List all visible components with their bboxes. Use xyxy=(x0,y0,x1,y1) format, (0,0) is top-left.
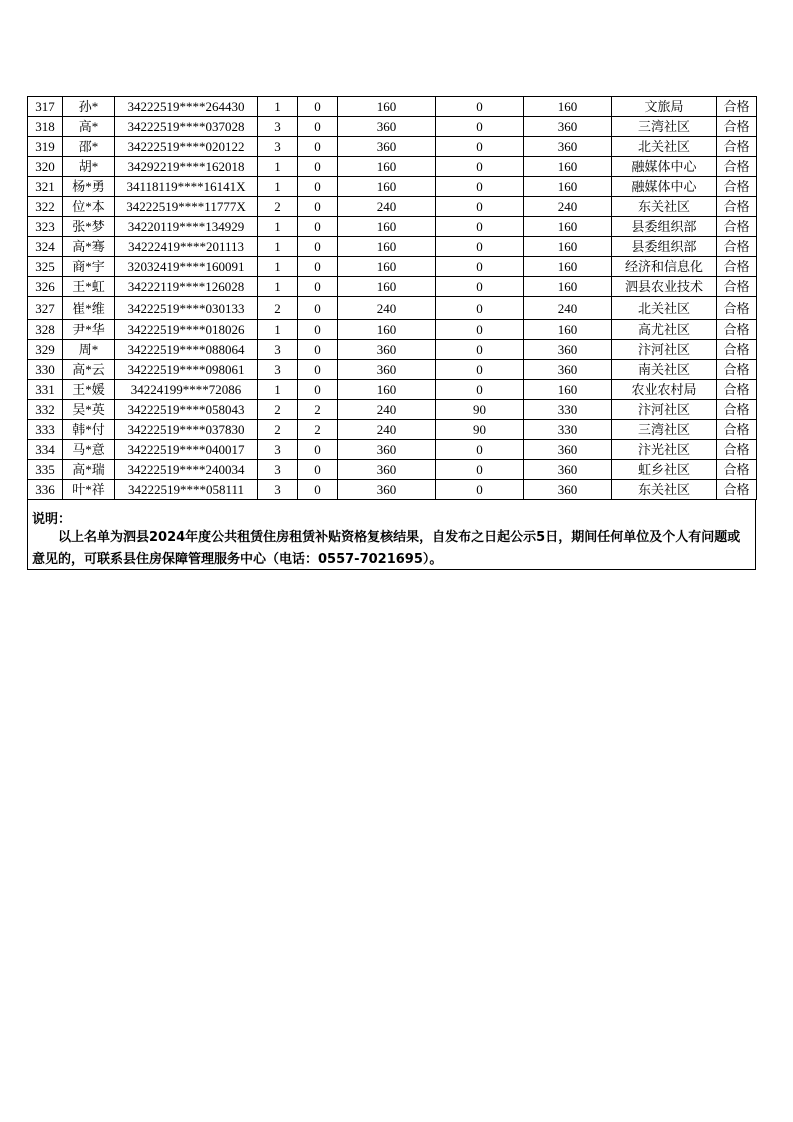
extra-amount: 0 xyxy=(436,197,524,217)
base-amount: 160 xyxy=(338,380,436,400)
person-name: 韩*付 xyxy=(63,420,115,440)
household-count: 3 xyxy=(258,460,298,480)
work-unit: 汴河社区 xyxy=(612,340,717,360)
work-unit: 文旅局 xyxy=(612,97,717,117)
person-name: 孙* xyxy=(63,97,115,117)
total-amount: 160 xyxy=(524,320,612,340)
total-amount: 360 xyxy=(524,340,612,360)
work-unit: 经济和信息化 xyxy=(612,257,717,277)
extra-count: 2 xyxy=(298,420,338,440)
row-number: 334 xyxy=(28,440,63,460)
row-number: 323 xyxy=(28,217,63,237)
base-amount: 360 xyxy=(338,480,436,500)
table-row xyxy=(28,197,757,217)
extra-count: 0 xyxy=(298,480,338,500)
table-row xyxy=(28,157,757,177)
person-name: 崔*维 xyxy=(63,297,115,320)
id-number: 34222519****037028 xyxy=(115,117,258,137)
extra-count: 0 xyxy=(298,320,338,340)
id-number: 34222519****11777X xyxy=(115,197,258,217)
base-amount: 240 xyxy=(338,400,436,420)
table-row xyxy=(28,257,757,277)
id-number: 32032419****160091 xyxy=(115,257,258,277)
extra-amount: 0 xyxy=(436,380,524,400)
extra-count: 0 xyxy=(298,297,338,320)
work-unit: 北关社区 xyxy=(612,137,717,157)
person-name: 杨*勇 xyxy=(63,177,115,197)
review-result: 合格 xyxy=(717,157,757,177)
base-amount: 240 xyxy=(338,420,436,440)
extra-count: 0 xyxy=(298,237,338,257)
extra-count: 0 xyxy=(298,380,338,400)
person-name: 商*宇 xyxy=(63,257,115,277)
work-unit: 融媒体中心 xyxy=(612,157,717,177)
table-row xyxy=(28,217,757,237)
base-amount: 360 xyxy=(338,460,436,480)
row-number: 326 xyxy=(28,277,63,297)
extra-count: 2 xyxy=(298,400,338,420)
person-name: 尹*华 xyxy=(63,320,115,340)
review-result: 合格 xyxy=(717,177,757,197)
household-count: 1 xyxy=(258,237,298,257)
row-number: 322 xyxy=(28,197,63,217)
row-number: 335 xyxy=(28,460,63,480)
review-result: 合格 xyxy=(717,420,757,440)
extra-amount: 90 xyxy=(436,420,524,440)
person-name: 高*云 xyxy=(63,360,115,380)
review-result: 合格 xyxy=(717,257,757,277)
table-row xyxy=(28,237,757,257)
work-unit: 北关社区 xyxy=(612,297,717,320)
extra-count: 0 xyxy=(298,460,338,480)
total-amount: 160 xyxy=(524,97,612,117)
id-number: 34222519****037830 xyxy=(115,420,258,440)
subsidy-table xyxy=(27,96,757,500)
work-unit: 融媒体中心 xyxy=(612,177,717,197)
person-name: 吴*英 xyxy=(63,400,115,420)
extra-count: 0 xyxy=(298,117,338,137)
review-result: 合格 xyxy=(717,400,757,420)
person-name: 高* xyxy=(63,117,115,137)
base-amount: 360 xyxy=(338,117,436,137)
id-number: 34222519****020122 xyxy=(115,137,258,157)
base-amount: 360 xyxy=(338,340,436,360)
household-count: 1 xyxy=(258,157,298,177)
note-title: 说明： xyxy=(32,512,72,527)
person-name: 高*瑞 xyxy=(63,460,115,480)
review-result: 合格 xyxy=(717,277,757,297)
extra-count: 0 xyxy=(298,360,338,380)
household-count: 3 xyxy=(258,117,298,137)
table-row xyxy=(28,460,757,480)
extra-amount: 0 xyxy=(436,340,524,360)
base-amount: 360 xyxy=(338,137,436,157)
total-amount: 240 xyxy=(524,297,612,320)
household-count: 3 xyxy=(258,480,298,500)
total-amount: 160 xyxy=(524,237,612,257)
extra-amount: 0 xyxy=(436,360,524,380)
extra-amount: 0 xyxy=(436,177,524,197)
extra-amount: 0 xyxy=(436,237,524,257)
total-amount: 330 xyxy=(524,400,612,420)
extra-count: 0 xyxy=(298,137,338,157)
table-row xyxy=(28,440,757,460)
extra-amount: 0 xyxy=(436,480,524,500)
work-unit: 虹乡社区 xyxy=(612,460,717,480)
id-number: 34118119****16141X xyxy=(115,177,258,197)
row-number: 327 xyxy=(28,297,63,320)
household-count: 2 xyxy=(258,297,298,320)
review-result: 合格 xyxy=(717,320,757,340)
total-amount: 160 xyxy=(524,277,612,297)
row-number: 325 xyxy=(28,257,63,277)
person-name: 高*骞 xyxy=(63,237,115,257)
person-name: 位*本 xyxy=(63,197,115,217)
review-result: 合格 xyxy=(717,440,757,460)
review-result: 合格 xyxy=(717,340,757,360)
extra-amount: 0 xyxy=(436,157,524,177)
household-count: 1 xyxy=(258,320,298,340)
row-number: 330 xyxy=(28,360,63,380)
work-unit: 东关社区 xyxy=(612,480,717,500)
id-number: 34222419****201113 xyxy=(115,237,258,257)
row-number: 321 xyxy=(28,177,63,197)
household-count: 3 xyxy=(258,137,298,157)
household-count: 2 xyxy=(258,197,298,217)
person-name: 马*意 xyxy=(63,440,115,460)
id-number: 34222519****098061 xyxy=(115,360,258,380)
table-row xyxy=(28,177,757,197)
id-number: 34224199****72086 xyxy=(115,380,258,400)
extra-amount: 0 xyxy=(436,137,524,157)
work-unit: 县委组织部 xyxy=(612,237,717,257)
work-unit: 县委组织部 xyxy=(612,217,717,237)
row-number: 333 xyxy=(28,420,63,440)
review-result: 合格 xyxy=(717,97,757,117)
extra-amount: 0 xyxy=(436,217,524,237)
household-count: 1 xyxy=(258,97,298,117)
table-row xyxy=(28,360,757,380)
work-unit: 三湾社区 xyxy=(612,420,717,440)
table-row xyxy=(28,277,757,297)
household-count: 1 xyxy=(258,257,298,277)
row-number: 329 xyxy=(28,340,63,360)
extra-count: 0 xyxy=(298,97,338,117)
extra-count: 0 xyxy=(298,197,338,217)
base-amount: 360 xyxy=(338,360,436,380)
review-result: 合格 xyxy=(717,297,757,320)
person-name: 周* xyxy=(63,340,115,360)
id-number: 34222119****126028 xyxy=(115,277,258,297)
id-number: 34222519****030133 xyxy=(115,297,258,320)
table-row xyxy=(28,297,757,320)
base-amount: 160 xyxy=(338,320,436,340)
note-text: 以上名单为泗县2024年度公共租赁住房租赁补贴资格复核结果，自发布之日起公示5日，期间任何单位及个人有问题或意见的，可联系县住房保障管理服务中心（电话：0557-7021695）。 xyxy=(32,530,741,567)
base-amount: 160 xyxy=(338,257,436,277)
household-count: 1 xyxy=(258,277,298,297)
work-unit: 南关社区 xyxy=(612,360,717,380)
extra-amount: 0 xyxy=(436,320,524,340)
row-number: 320 xyxy=(28,157,63,177)
total-amount: 160 xyxy=(524,177,612,197)
table-row xyxy=(28,380,757,400)
table-row xyxy=(28,97,757,117)
review-result: 合格 xyxy=(717,460,757,480)
work-unit: 汴河社区 xyxy=(612,400,717,420)
base-amount: 360 xyxy=(338,440,436,460)
row-number: 332 xyxy=(28,400,63,420)
table-body xyxy=(28,97,757,500)
row-number: 317 xyxy=(28,97,63,117)
extra-count: 0 xyxy=(298,340,338,360)
work-unit: 高尤社区 xyxy=(612,320,717,340)
review-result: 合格 xyxy=(717,217,757,237)
extra-amount: 0 xyxy=(436,117,524,137)
extra-count: 0 xyxy=(298,217,338,237)
household-count: 3 xyxy=(258,440,298,460)
household-count: 1 xyxy=(258,380,298,400)
total-amount: 360 xyxy=(524,480,612,500)
base-amount: 160 xyxy=(338,277,436,297)
table-row xyxy=(28,320,757,340)
id-number: 34222519****058111 xyxy=(115,480,258,500)
extra-count: 0 xyxy=(298,177,338,197)
row-number: 318 xyxy=(28,117,63,137)
row-number: 319 xyxy=(28,137,63,157)
work-unit: 汴光社区 xyxy=(612,440,717,460)
total-amount: 160 xyxy=(524,257,612,277)
person-name: 张*梦 xyxy=(63,217,115,237)
base-amount: 160 xyxy=(338,237,436,257)
table-row xyxy=(28,340,757,360)
base-amount: 240 xyxy=(338,197,436,217)
review-result: 合格 xyxy=(717,197,757,217)
id-number: 34222519****264430 xyxy=(115,97,258,117)
id-number: 34220119****134929 xyxy=(115,217,258,237)
base-amount: 160 xyxy=(338,97,436,117)
household-count: 1 xyxy=(258,177,298,197)
extra-amount: 0 xyxy=(436,257,524,277)
total-amount: 160 xyxy=(524,380,612,400)
household-count: 1 xyxy=(258,217,298,237)
extra-count: 0 xyxy=(298,157,338,177)
household-count: 3 xyxy=(258,340,298,360)
total-amount: 360 xyxy=(524,360,612,380)
total-amount: 330 xyxy=(524,420,612,440)
person-name: 叶*祥 xyxy=(63,480,115,500)
roster-sheet xyxy=(27,96,756,570)
id-number: 34222519****040017 xyxy=(115,440,258,460)
base-amount: 160 xyxy=(338,177,436,197)
review-result: 合格 xyxy=(717,117,757,137)
total-amount: 360 xyxy=(524,117,612,137)
extra-amount: 0 xyxy=(436,277,524,297)
base-amount: 160 xyxy=(338,217,436,237)
base-amount: 160 xyxy=(338,157,436,177)
base-amount: 240 xyxy=(338,297,436,320)
id-number: 34222519****058043 xyxy=(115,400,258,420)
total-amount: 360 xyxy=(524,460,612,480)
person-name: 王*媛 xyxy=(63,380,115,400)
row-number: 336 xyxy=(28,480,63,500)
total-amount: 360 xyxy=(524,137,612,157)
extra-amount: 0 xyxy=(436,460,524,480)
review-result: 合格 xyxy=(717,480,757,500)
id-number: 34222519****018026 xyxy=(115,320,258,340)
id-number: 34222519****240034 xyxy=(115,460,258,480)
row-number: 324 xyxy=(28,237,63,257)
note-box xyxy=(27,500,756,570)
work-unit: 三湾社区 xyxy=(612,117,717,137)
person-name: 胡* xyxy=(63,157,115,177)
row-number: 331 xyxy=(28,380,63,400)
table-row xyxy=(28,117,757,137)
extra-count: 0 xyxy=(298,277,338,297)
id-number: 34292219****162018 xyxy=(115,157,258,177)
work-unit: 农业农村局 xyxy=(612,380,717,400)
extra-count: 0 xyxy=(298,440,338,460)
table-row xyxy=(28,400,757,420)
review-result: 合格 xyxy=(717,380,757,400)
extra-amount: 0 xyxy=(436,440,524,460)
review-result: 合格 xyxy=(717,137,757,157)
table-row xyxy=(28,480,757,500)
total-amount: 240 xyxy=(524,197,612,217)
extra-amount: 0 xyxy=(436,297,524,320)
table-row xyxy=(28,137,757,157)
review-result: 合格 xyxy=(717,237,757,257)
work-unit: 泗县农业技术 xyxy=(612,277,717,297)
row-number: 328 xyxy=(28,320,63,340)
total-amount: 160 xyxy=(524,217,612,237)
id-number: 34222519****088064 xyxy=(115,340,258,360)
household-count: 2 xyxy=(258,420,298,440)
person-name: 邵* xyxy=(63,137,115,157)
work-unit: 东关社区 xyxy=(612,197,717,217)
total-amount: 160 xyxy=(524,157,612,177)
review-result: 合格 xyxy=(717,360,757,380)
extra-amount: 90 xyxy=(436,400,524,420)
extra-amount: 0 xyxy=(436,97,524,117)
table-row xyxy=(28,420,757,440)
person-name: 王*虹 xyxy=(63,277,115,297)
household-count: 3 xyxy=(258,360,298,380)
total-amount: 360 xyxy=(524,440,612,460)
household-count: 2 xyxy=(258,400,298,420)
extra-count: 0 xyxy=(298,257,338,277)
